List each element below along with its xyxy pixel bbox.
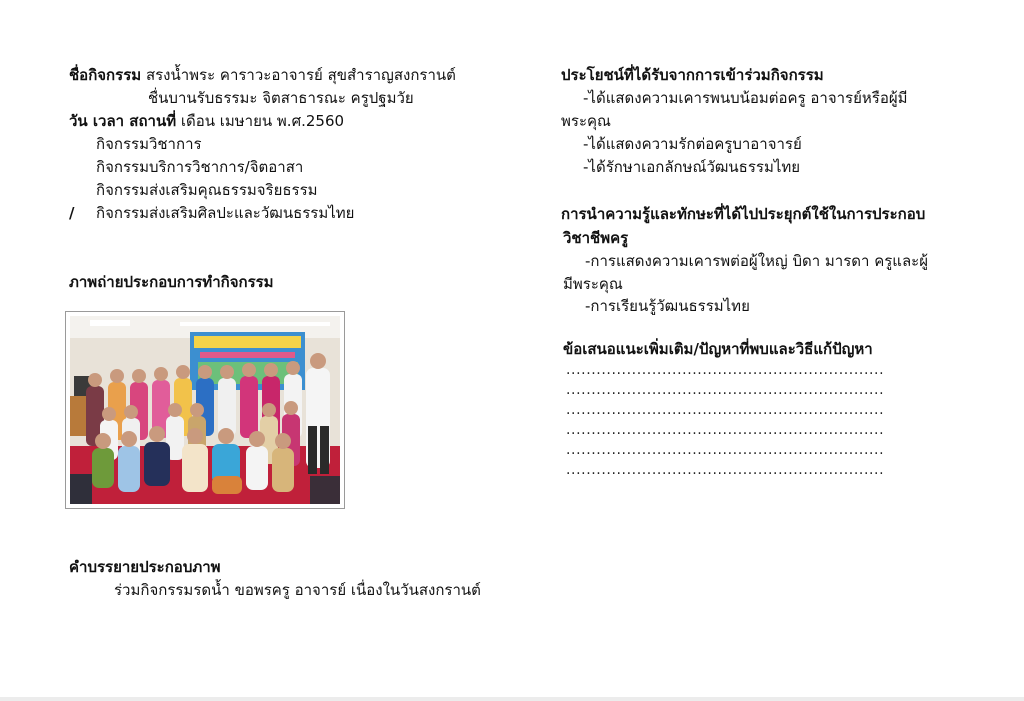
dotted-answer-line: ............................................................... xyxy=(566,462,885,478)
apply-item-continued: มีพระคุณ xyxy=(563,275,623,293)
page-bottom-edge xyxy=(0,697,1024,701)
dotted-answer-line: ............................................................... xyxy=(566,362,885,378)
activity-name-label: ชื่อกิจกรรม xyxy=(69,66,142,84)
apply-heading-continued: วิชาชีพครู xyxy=(563,229,629,247)
apply-item: -การเรียนรู้วัฒนธรรมไทย xyxy=(585,297,750,315)
benefit-item: -ได้รักษาเอกลักษณ์วัฒนธรรมไทย xyxy=(583,158,801,176)
dotted-answer-line: ............................................................... xyxy=(566,402,885,418)
photo-frame xyxy=(65,311,345,509)
category-check-mark: / xyxy=(69,204,75,222)
category-item-selected: กิจกรรมส่งเสริมศิลปะและวัฒนธรรมไทย xyxy=(96,204,355,222)
caption-heading: คำบรรยายประกอบภาพ xyxy=(69,558,221,576)
photo-heading: ภาพถ่ายประกอบการทำกิจกรรม xyxy=(69,273,274,291)
benefit-item: -ได้แสดงความรักต่อครูบาอาจารย์ xyxy=(583,135,802,153)
benefit-heading: ประโยชน์ที่ได้รับจากการเข้าร่วมกิจกรรม xyxy=(561,66,824,84)
dotted-answer-line: ............................................................... xyxy=(566,382,885,398)
activity-name-row xyxy=(69,65,456,85)
suggestion-heading: ข้อเสนอแนะเพิ่มเติม/ปัญหาที่พบและวิธีแก้ปัญหา xyxy=(563,340,873,358)
category-item: กิจกรรมวิชาการ xyxy=(96,135,202,153)
apply-item: -การแสดงความเคารพต่อผู้ใหญ่ บิดา มารดา ครูและผู้ xyxy=(585,252,929,270)
date-place-row xyxy=(69,111,344,131)
dotted-answer-line: ............................................................... xyxy=(566,422,885,438)
dotted-answer-line: ............................................................... xyxy=(566,442,885,458)
activity-name-continued: ชื่นบานรับธรรมะ จิตสาธารณะ ครูปฐมวัย xyxy=(148,89,414,107)
benefit-item-continued: พระคุณ xyxy=(561,112,611,130)
benefit-item: -ได้แสดงความเคารพนบน้อมต่อครู อาจารย์หรือผู้มี xyxy=(583,89,908,107)
category-item: กิจกรรมส่งเสริมคุณธรรมจริยธรรม xyxy=(96,181,318,199)
activity-name-value: สรงน้ำพระ คาราวะอาจารย์ สุขสำราญสงกรานต์ xyxy=(145,66,456,84)
date-place-value: เดือน เมษายน พ.ศ.2560 xyxy=(180,112,345,130)
category-item: กิจกรรมบริการวิชาการ/จิตอาสา xyxy=(96,158,304,176)
apply-heading: การนำความรู้และทักษะที่ได้ไปประยุกต์ใช้ในการประกอบ xyxy=(561,205,926,223)
caption-text: ร่วมกิจกรรมรดน้ำ ขอพรครู อาจารย์ เนื่องในวันสงกรานต์ xyxy=(114,581,481,599)
group-photo-image xyxy=(70,316,340,504)
date-place-label: วัน เวลา สถานที่ xyxy=(69,112,177,130)
